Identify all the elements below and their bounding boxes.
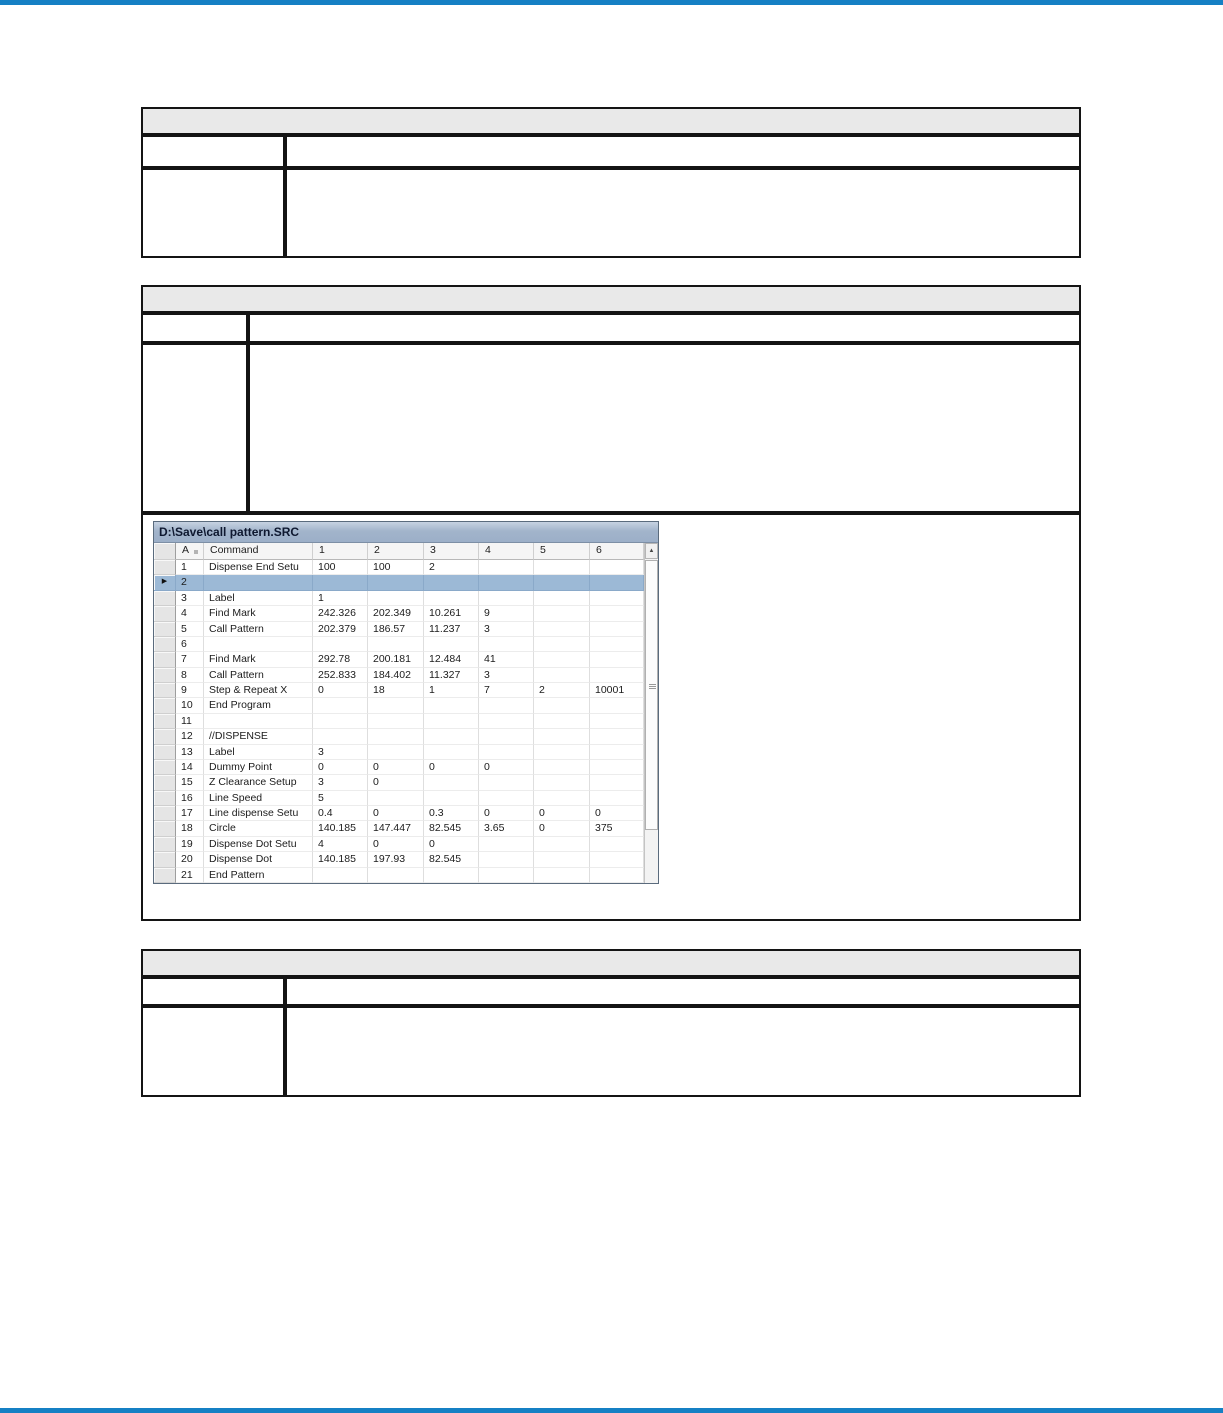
value-cell-6[interactable] — [590, 637, 644, 652]
value-cell-6[interactable] — [590, 668, 644, 683]
command-cell[interactable] — [204, 637, 313, 652]
row-number-cell[interactable]: 11 — [176, 714, 204, 729]
grid-row[interactable] — [154, 821, 644, 836]
program-grid — [154, 543, 658, 883]
grid-row[interactable] — [154, 806, 644, 821]
value-cell-3[interactable] — [424, 775, 479, 790]
value-cell-2[interactable] — [368, 745, 424, 760]
value-cell-5[interactable] — [534, 760, 590, 775]
column-header-a[interactable]: A — [176, 543, 204, 560]
value-cell-2[interactable] — [368, 729, 424, 744]
info-table-top — [141, 107, 1081, 258]
value-cell-4[interactable] — [479, 729, 534, 744]
row-number-cell[interactable]: 17 — [176, 806, 204, 821]
value-cell-4[interactable] — [479, 775, 534, 790]
value-cell-5[interactable]: 0 — [534, 821, 590, 836]
value-cell-1[interactable]: 140.185 — [313, 821, 368, 836]
value-cell-6[interactable] — [590, 622, 644, 637]
column-header-4[interactable]: 4 — [479, 543, 534, 560]
info-table-bottom-row1-value — [287, 979, 1079, 1004]
value-cell-5[interactable] — [534, 622, 590, 637]
value-cell-1[interactable]: 0.4 — [313, 806, 368, 821]
command-cell[interactable]: Call Pattern — [204, 622, 313, 637]
grid-row[interactable] — [154, 760, 644, 775]
value-cell-3[interactable] — [424, 729, 479, 744]
command-cell[interactable]: Label — [204, 591, 313, 606]
value-cell-3[interactable]: 82.545 — [424, 852, 479, 867]
value-cell-4[interactable]: 0 — [479, 806, 534, 821]
info-table-middle-row1-value — [250, 315, 1079, 341]
value-cell-3[interactable]: 0 — [424, 760, 479, 775]
value-cell-5[interactable] — [534, 714, 590, 729]
value-cell-6[interactable] — [590, 745, 644, 760]
row-indicator-cell[interactable] — [154, 683, 176, 698]
scroll-up-button[interactable]: ▲ — [645, 543, 658, 559]
screenshot-figure-cell — [143, 515, 1079, 919]
grid-row[interactable] — [154, 852, 644, 867]
value-cell-1[interactable]: 3 — [313, 745, 368, 760]
value-cell-2[interactable] — [368, 714, 424, 729]
value-cell-6[interactable] — [590, 575, 644, 590]
grid-row[interactable] — [154, 745, 644, 760]
value-cell-5[interactable]: 2 — [534, 683, 590, 698]
command-cell[interactable]: //DISPENSE — [204, 729, 313, 744]
value-cell-2[interactable] — [368, 591, 424, 606]
value-cell-3[interactable]: 1 — [424, 683, 479, 698]
column-header-6[interactable]: 6 — [590, 543, 644, 560]
row-number-cell[interactable]: 10 — [176, 698, 204, 713]
info-table-bottom-header — [143, 951, 1079, 979]
value-cell-6[interactable] — [590, 698, 644, 713]
value-cell-5[interactable] — [534, 668, 590, 683]
value-cell-5[interactable] — [534, 745, 590, 760]
grid-row[interactable] — [154, 622, 644, 637]
command-cell[interactable]: Z Clearance Setup — [204, 775, 313, 790]
value-cell-2[interactable]: 0 — [368, 806, 424, 821]
value-cell-5[interactable] — [534, 775, 590, 790]
value-cell-3[interactable] — [424, 714, 479, 729]
row-indicator-cell[interactable] — [154, 606, 176, 621]
value-cell-4[interactable] — [479, 575, 534, 590]
value-cell-1[interactable]: 252.833 — [313, 668, 368, 683]
value-cell-4[interactable] — [479, 837, 534, 852]
value-cell-6[interactable] — [590, 606, 644, 621]
row-number-cell[interactable]: 4 — [176, 606, 204, 621]
info-table-bottom-row2-label — [143, 1008, 287, 1095]
value-cell-1[interactable]: 242.326 — [313, 606, 368, 621]
value-cell-3[interactable]: 11.327 — [424, 668, 479, 683]
value-cell-2[interactable] — [368, 575, 424, 590]
command-cell[interactable]: Step & Repeat X — [204, 683, 313, 698]
value-cell-4[interactable]: 7 — [479, 683, 534, 698]
row-indicator-cell[interactable] — [154, 745, 176, 760]
grid-row[interactable] — [154, 606, 644, 621]
value-cell-4[interactable]: 9 — [479, 606, 534, 621]
row-indicator-cell[interactable] — [154, 714, 176, 729]
value-cell-1[interactable] — [313, 637, 368, 652]
row-number-cell[interactable]: 2 — [176, 575, 204, 590]
row-number-cell[interactable]: 1 — [176, 560, 204, 575]
value-cell-5[interactable] — [534, 652, 590, 667]
window-title-bar: D:\Save\call pattern.SRC — [154, 522, 658, 543]
value-cell-5[interactable] — [534, 852, 590, 867]
value-cell-3[interactable]: 10.261 — [424, 606, 479, 621]
column-header-command[interactable]: Command — [204, 543, 313, 560]
command-cell[interactable]: Line dispense Setu — [204, 806, 313, 821]
row-indicator-cell[interactable] — [154, 637, 176, 652]
grid-row[interactable] — [154, 637, 644, 652]
top-accent-bar — [0, 0, 1223, 5]
value-cell-1[interactable]: 202.379 — [313, 622, 368, 637]
row-number-cell[interactable]: 12 — [176, 729, 204, 744]
command-cell[interactable]: Find Mark — [204, 606, 313, 621]
value-cell-1[interactable]: 3 — [313, 775, 368, 790]
value-cell-2[interactable] — [368, 791, 424, 806]
grid-row[interactable] — [154, 868, 644, 883]
value-cell-5[interactable] — [534, 837, 590, 852]
value-cell-2[interactable] — [368, 637, 424, 652]
value-cell-5[interactable] — [534, 729, 590, 744]
row-indicator-cell[interactable] — [154, 837, 176, 852]
command-cell[interactable]: Line Speed — [204, 791, 313, 806]
value-cell-2[interactable]: 18 — [368, 683, 424, 698]
command-cell[interactable]: Dummy Point — [204, 760, 313, 775]
grid-row[interactable] — [154, 591, 644, 606]
value-cell-1[interactable]: 0 — [313, 760, 368, 775]
value-cell-5[interactable] — [534, 591, 590, 606]
row-indicator-cell[interactable] — [154, 652, 176, 667]
column-header-5[interactable]: 5 — [534, 543, 590, 560]
value-cell-6[interactable] — [590, 775, 644, 790]
selected-row-marker-icon[interactable]: ▶ — [154, 575, 176, 590]
value-cell-5[interactable] — [534, 606, 590, 621]
value-cell-6[interactable] — [590, 868, 644, 883]
value-cell-6[interactable] — [590, 760, 644, 775]
row-number-cell[interactable]: 7 — [176, 652, 204, 667]
program-window — [153, 521, 659, 884]
value-cell-4[interactable]: 0 — [479, 760, 534, 775]
grid-row[interactable] — [154, 652, 644, 667]
grid-header-row — [154, 543, 644, 560]
row-indicator-cell[interactable] — [154, 698, 176, 713]
value-cell-3[interactable] — [424, 698, 479, 713]
value-cell-1[interactable]: 140.185 — [313, 852, 368, 867]
row-number-cell[interactable]: 15 — [176, 775, 204, 790]
value-cell-1[interactable] — [313, 698, 368, 713]
grid-row[interactable] — [154, 714, 644, 729]
row-number-cell[interactable]: 6 — [176, 637, 204, 652]
command-cell[interactable]: Dispense Dot — [204, 852, 313, 867]
grid-row[interactable] — [154, 683, 644, 698]
row-indicator-cell[interactable] — [154, 668, 176, 683]
value-cell-1[interactable]: 5 — [313, 791, 368, 806]
value-cell-5[interactable] — [534, 868, 590, 883]
value-cell-4[interactable] — [479, 591, 534, 606]
vertical-scrollbar[interactable] — [644, 543, 658, 883]
command-cell[interactable]: Dispense Dot Setu — [204, 837, 313, 852]
row-indicator-cell[interactable] — [154, 775, 176, 790]
command-cell[interactable]: Call Pattern — [204, 668, 313, 683]
value-cell-2[interactable]: 186.57 — [368, 622, 424, 637]
value-cell-1[interactable] — [313, 729, 368, 744]
grid-corner-cell — [154, 543, 176, 560]
value-cell-5[interactable] — [534, 560, 590, 575]
row-indicator-cell[interactable] — [154, 852, 176, 867]
info-table-middle-header — [143, 287, 1079, 315]
grid-row[interactable] — [154, 698, 644, 713]
grid-row[interactable] — [154, 775, 644, 790]
info-table-middle-row2-value — [250, 345, 1079, 511]
value-cell-4[interactable]: 3.65 — [479, 821, 534, 836]
info-table-bottom — [141, 949, 1081, 1097]
grid-row[interactable] — [154, 791, 644, 806]
column-header-2[interactable]: 2 — [368, 543, 424, 560]
info-table-bottom-row2-value — [287, 1008, 1079, 1095]
row-indicator-cell[interactable] — [154, 791, 176, 806]
info-table-bottom-row1-label — [143, 979, 287, 1004]
value-cell-1[interactable]: 292.78 — [313, 652, 368, 667]
value-cell-3[interactable] — [424, 868, 479, 883]
command-cell[interactable]: Circle — [204, 821, 313, 836]
sort-indicator-icon — [194, 550, 198, 554]
row-number-cell[interactable]: 8 — [176, 668, 204, 683]
value-cell-2[interactable]: 184.402 — [368, 668, 424, 683]
value-cell-5[interactable] — [534, 791, 590, 806]
value-cell-1[interactable]: 1 — [313, 591, 368, 606]
row-indicator-cell[interactable] — [154, 821, 176, 836]
command-cell[interactable]: End Program — [204, 698, 313, 713]
info-table-top-row1-value — [287, 137, 1079, 166]
command-cell[interactable] — [204, 575, 313, 590]
row-number-cell[interactable]: 19 — [176, 837, 204, 852]
command-cell[interactable]: Find Mark — [204, 652, 313, 667]
row-number-cell[interactable]: 5 — [176, 622, 204, 637]
value-cell-6[interactable] — [590, 729, 644, 744]
info-table-middle-row1-label — [143, 315, 250, 341]
info-table-top-row2-value — [287, 170, 1079, 256]
value-cell-1[interactable]: 100 — [313, 560, 368, 575]
value-cell-3[interactable]: 2 — [424, 560, 479, 575]
value-cell-4[interactable] — [479, 868, 534, 883]
value-cell-6[interactable] — [590, 852, 644, 867]
value-cell-2[interactable]: 0 — [368, 837, 424, 852]
value-cell-1[interactable] — [313, 714, 368, 729]
row-indicator-cell[interactable] — [154, 591, 176, 606]
bottom-accent-bar — [0, 1408, 1223, 1413]
grid-row[interactable] — [154, 837, 644, 852]
row-number-cell[interactable]: 3 — [176, 591, 204, 606]
grid-row[interactable] — [154, 729, 644, 744]
value-cell-4[interactable] — [479, 714, 534, 729]
info-table-top-row2-label — [143, 170, 287, 256]
value-cell-2[interactable]: 197.93 — [368, 852, 424, 867]
grid-row[interactable] — [154, 560, 644, 575]
value-cell-4[interactable] — [479, 637, 534, 652]
value-cell-3[interactable]: 0 — [424, 837, 479, 852]
command-cell[interactable]: End Pattern — [204, 868, 313, 883]
grid-row[interactable] — [154, 668, 644, 683]
value-cell-3[interactable] — [424, 575, 479, 590]
value-cell-6[interactable] — [590, 591, 644, 606]
column-header-1[interactable]: 1 — [313, 543, 368, 560]
row-number-cell[interactable]: 13 — [176, 745, 204, 760]
value-cell-3[interactable] — [424, 791, 479, 806]
value-cell-4[interactable]: 41 — [479, 652, 534, 667]
row-indicator-cell[interactable] — [154, 729, 176, 744]
value-cell-6[interactable]: 0 — [590, 806, 644, 821]
value-cell-6[interactable] — [590, 714, 644, 729]
value-cell-4[interactable] — [479, 852, 534, 867]
row-number-cell[interactable]: 9 — [176, 683, 204, 698]
scrollbar-thumb[interactable] — [645, 560, 658, 830]
value-cell-3[interactable]: 0.3 — [424, 806, 479, 821]
value-cell-4[interactable] — [479, 698, 534, 713]
value-cell-1[interactable]: 4 — [313, 837, 368, 852]
value-cell-5[interactable] — [534, 575, 590, 590]
value-cell-3[interactable] — [424, 637, 479, 652]
info-table-middle — [141, 285, 1081, 921]
row-indicator-cell[interactable] — [154, 806, 176, 821]
row-number-cell[interactable]: 18 — [176, 821, 204, 836]
row-indicator-cell[interactable] — [154, 760, 176, 775]
value-cell-2[interactable]: 202.349 — [368, 606, 424, 621]
command-cell[interactable]: Dispense End Setu — [204, 560, 313, 575]
row-indicator-cell[interactable] — [154, 622, 176, 637]
value-cell-6[interactable] — [590, 560, 644, 575]
row-number-cell[interactable]: 21 — [176, 868, 204, 883]
value-cell-2[interactable]: 100 — [368, 560, 424, 575]
row-indicator-cell[interactable] — [154, 868, 176, 883]
value-cell-5[interactable] — [534, 698, 590, 713]
value-cell-3[interactable] — [424, 591, 479, 606]
grid-row[interactable] — [154, 575, 644, 590]
value-cell-5[interactable]: 0 — [534, 806, 590, 821]
value-cell-2[interactable]: 147.447 — [368, 821, 424, 836]
value-cell-2[interactable]: 0 — [368, 775, 424, 790]
value-cell-6[interactable]: 375 — [590, 821, 644, 836]
value-cell-2[interactable] — [368, 698, 424, 713]
info-table-middle-row2-label — [143, 345, 250, 511]
grid-rows — [154, 560, 644, 883]
value-cell-6[interactable] — [590, 837, 644, 852]
row-indicator-cell[interactable] — [154, 560, 176, 575]
value-cell-5[interactable] — [534, 637, 590, 652]
value-cell-4[interactable] — [479, 745, 534, 760]
info-table-top-header — [143, 109, 1079, 137]
value-cell-3[interactable] — [424, 745, 479, 760]
value-cell-4[interactable]: 3 — [479, 622, 534, 637]
scrollbar-grip-icon — [649, 684, 656, 685]
value-cell-2[interactable]: 200.181 — [368, 652, 424, 667]
row-number-cell[interactable]: 14 — [176, 760, 204, 775]
column-header-3[interactable]: 3 — [424, 543, 479, 560]
value-cell-4[interactable] — [479, 791, 534, 806]
command-cell[interactable] — [204, 714, 313, 729]
value-cell-1[interactable] — [313, 575, 368, 590]
row-number-cell[interactable]: 20 — [176, 852, 204, 867]
value-cell-4[interactable] — [479, 560, 534, 575]
value-cell-2[interactable] — [368, 868, 424, 883]
row-number-cell[interactable]: 16 — [176, 791, 204, 806]
value-cell-6[interactable] — [590, 652, 644, 667]
value-cell-4[interactable]: 3 — [479, 668, 534, 683]
value-cell-3[interactable]: 82.545 — [424, 821, 479, 836]
value-cell-6[interactable]: 10001 — [590, 683, 644, 698]
value-cell-3[interactable]: 12.484 — [424, 652, 479, 667]
value-cell-1[interactable] — [313, 868, 368, 883]
info-table-top-row1-label — [143, 137, 287, 166]
command-cell[interactable]: Label — [204, 745, 313, 760]
value-cell-2[interactable]: 0 — [368, 760, 424, 775]
value-cell-1[interactable]: 0 — [313, 683, 368, 698]
value-cell-6[interactable] — [590, 791, 644, 806]
value-cell-3[interactable]: 11.237 — [424, 622, 479, 637]
